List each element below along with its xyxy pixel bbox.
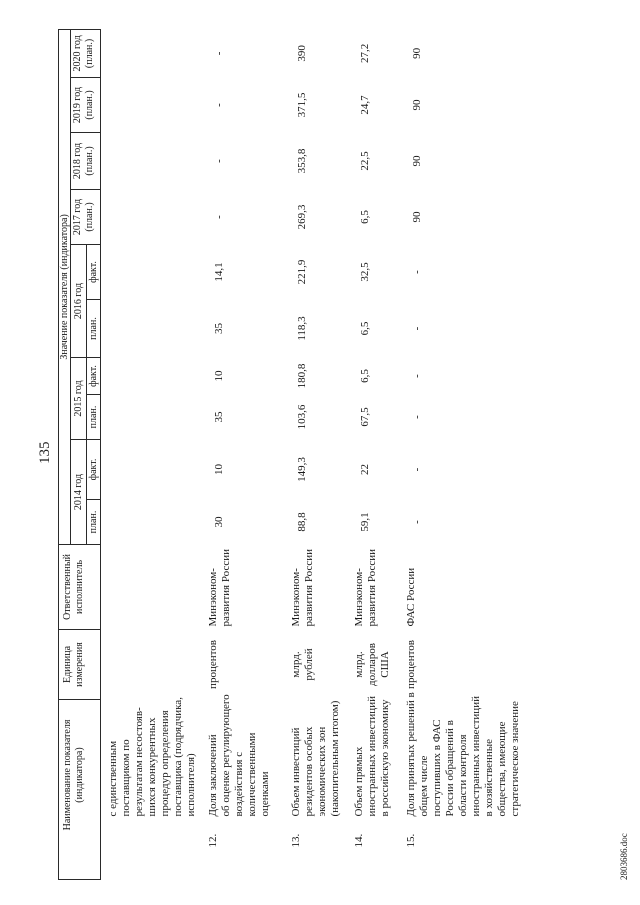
- value-2015-plan: 67,5: [358, 407, 371, 427]
- page-number: 135: [37, 441, 53, 464]
- table-header: [59, 29, 101, 879]
- row-number: 14.: [352, 833, 365, 848]
- value-2014-plan: -: [410, 520, 423, 524]
- table-row-continuation: [101, 29, 205, 879]
- value-2020-plan: -: [212, 51, 225, 56]
- value-2014-fact: 10: [212, 463, 225, 475]
- header-executor: Ответственный исполнитель: [59, 544, 101, 629]
- unit-of-measure: процентов: [206, 640, 219, 689]
- header-year-2015: 2015 год: [71, 357, 87, 439]
- header-2015-plan: план.: [87, 394, 101, 439]
- value-2016-fact: 221,9: [295, 259, 308, 285]
- responsible-executor: Минэконом- развития России: [289, 549, 315, 627]
- table-body: [101, 29, 526, 879]
- value-2016-fact: 14,1: [212, 262, 225, 282]
- header-year-2020-plan: 2020 год (план.): [71, 29, 101, 77]
- header-2015-fact: факт.: [87, 357, 101, 394]
- value-2014-plan: 30: [212, 516, 225, 528]
- header-year-2014: 2014 год: [71, 439, 87, 544]
- value-2014-fact: 149,3: [295, 457, 308, 482]
- value-2015-fact: 6,5: [358, 369, 371, 383]
- indicator-values-empty: [101, 29, 205, 544]
- value-2015-fact: 10: [212, 370, 225, 382]
- value-2020-plan: 390: [295, 45, 308, 62]
- value-2019-plan: 371,5: [295, 92, 308, 118]
- responsible-executor: Минэконом- развития России: [206, 549, 232, 627]
- unit-of-measure: [101, 629, 205, 699]
- unit-of-measure: процентов: [404, 640, 417, 689]
- row-number: [101, 825, 205, 880]
- value-2018-plan: 90: [410, 155, 423, 167]
- row-number: 13.: [289, 833, 302, 848]
- indicator-name: Доля принятых решений в общем числе поступивших в ФАС России обращений в области контроля иностранных инвестиций в хозяйственные общества, имеющие стратегическое значение: [404, 692, 521, 817]
- header-2014-fact: факт.: [87, 439, 101, 499]
- value-2016-plan: -: [410, 326, 423, 331]
- value-2015-fact: 180,8: [295, 363, 308, 389]
- value-2014-fact: 22: [358, 463, 371, 475]
- header-year-2017-plan: 2017 год (план.): [71, 189, 101, 244]
- value-2020-plan: 27,2: [358, 43, 371, 64]
- responsible-executor: [101, 544, 205, 629]
- table-row: [288, 29, 351, 879]
- value-2018-plan: -: [212, 159, 225, 163]
- value-2019-plan: 90: [410, 99, 423, 111]
- row-number: 15.: [404, 833, 417, 848]
- value-2018-plan: 353,8: [295, 148, 308, 174]
- indicator-name: с единственным поставщиком по результатам несостояв- шихся конкурентных процедур определения поставщика (подрядчика, исполнителя): [107, 697, 197, 817]
- table-row: [351, 29, 403, 879]
- unit-of-measure: млрд. долларов США: [352, 642, 391, 686]
- value-2019-plan: -: [212, 103, 225, 107]
- value-2015-fact: -: [410, 374, 423, 378]
- value-2014-plan: 88,8: [295, 512, 308, 532]
- value-2016-plan: 6,5: [358, 321, 371, 336]
- header-indicator-values: Значение показателя (индикатора): [59, 29, 71, 544]
- value-2015-plan: -: [410, 415, 423, 419]
- header-year-2018-plan: 2018 год (план.): [71, 132, 101, 189]
- indicator-name: Доля заключений об оценке регулирующего воздействия с количественными оценками: [206, 694, 271, 817]
- header-year-2016: 2016 год: [71, 244, 87, 357]
- value-2017-plan: 6,5: [358, 210, 371, 224]
- value-2017-plan: 269,3: [295, 204, 308, 230]
- document-filename-footer: 2803686.doc: [619, 833, 629, 880]
- header-2016-plan: план.: [87, 299, 101, 357]
- indicator-table: [58, 29, 526, 880]
- indicator-name: Объем прямых иностранных инвестиций в российскую экономику: [352, 696, 391, 817]
- header-2014-plan: план.: [87, 499, 101, 544]
- value-2018-plan: 22,5: [358, 151, 371, 171]
- responsible-executor: Минэконом- развития России: [352, 549, 378, 627]
- value-2014-fact: -: [410, 467, 423, 472]
- value-2016-fact: -: [410, 270, 423, 274]
- value-2017-plan: 90: [410, 211, 423, 223]
- unit-of-measure: млрд. рублей: [289, 648, 315, 681]
- responsible-executor: ФАС России: [404, 567, 417, 627]
- indicator-name: Объем инвестиций резидентов особых экономических зон (накопительным итогом): [289, 700, 341, 817]
- header-2016-fact: факт.: [87, 244, 101, 299]
- value-2015-plan: 103,6: [295, 404, 308, 430]
- table-row: [403, 29, 526, 879]
- value-2016-plan: 35: [212, 322, 225, 334]
- value-2016-fact: 32,5: [358, 262, 371, 282]
- header-year-2019-plan: 2019 год (план.): [71, 77, 101, 132]
- value-2016-plan: 118,3: [295, 316, 308, 341]
- header-indicator-name: Наименование показателя (индикатора): [59, 699, 101, 879]
- value-2020-plan: 90: [410, 47, 423, 59]
- table-row: [205, 29, 288, 879]
- header-unit: Единица измерения: [59, 629, 101, 699]
- value-2015-plan: 35: [212, 411, 225, 423]
- value-2017-plan: -: [212, 215, 225, 219]
- value-2019-plan: 24,7: [358, 95, 371, 115]
- row-number: 12.: [206, 833, 219, 848]
- header-row: [59, 29, 71, 879]
- value-2014-plan: 59,1: [358, 512, 371, 532]
